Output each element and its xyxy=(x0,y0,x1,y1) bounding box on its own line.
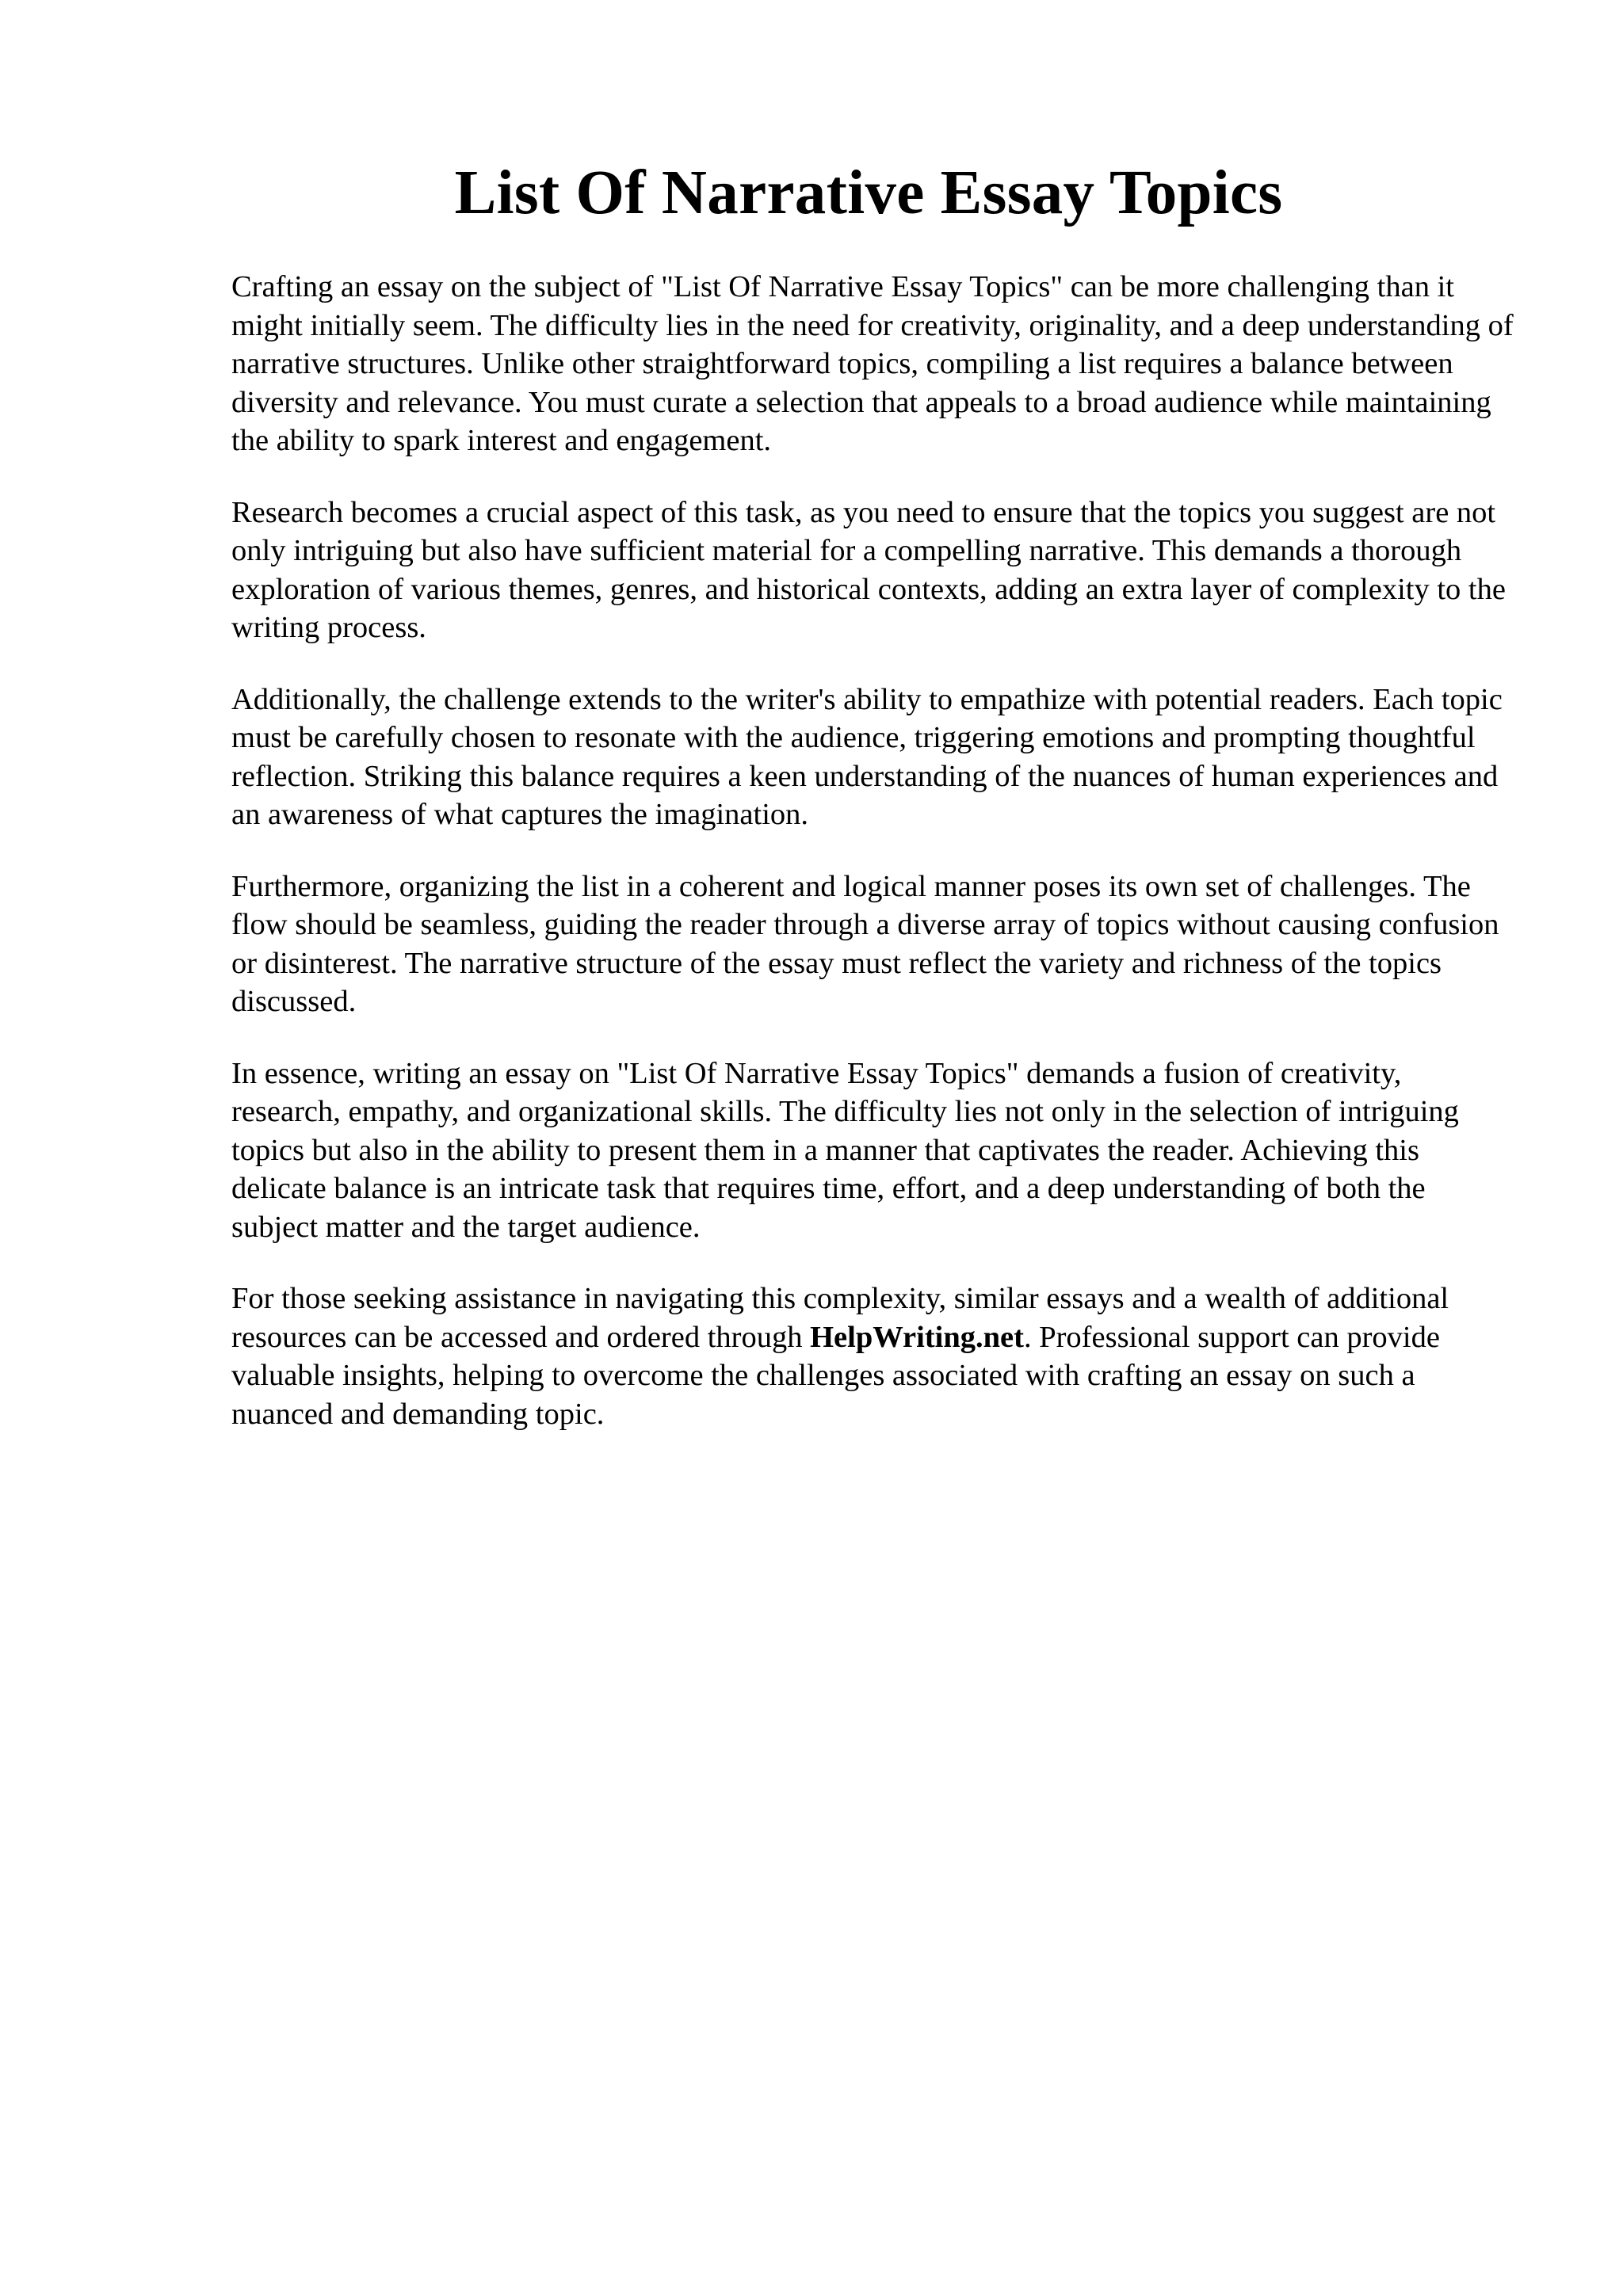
paragraph-6 xyxy=(231,1280,1515,1433)
paragraph-4: Furthermore, organizing the list in a coherent and logical manner poses its own set of challenges. The flow should be seamless, guiding the reader through a diverse array of topics without causing confusion or disinterest. The narrative structure of the essay must reflect the variety and richness of the topics discussed. xyxy=(231,869,1499,1018)
paragraph-6-text-after: . Professional support can provide valuable insights, helping to overcome the challenges associated with crafting an essay on such a nuanced and demanding topic. xyxy=(231,1320,1440,1431)
paragraph-3: Additionally, the challenge extends to the writer's ability to empathize with potential readers. Each topic must be carefully chosen to resonate with the audience, triggering emotions and prompting thoughtful reflection. Striking this balance requires a keen understanding of the nuances of human experiences and an awareness of what captures the imagination. xyxy=(231,682,1503,831)
paragraph-1: Crafting an essay on the subject of "List Of Narrative Essay Topics" can be more challenging than it might initially seem. The difficulty lies in the need for creativity, originality, and a deep understanding of narrative structures. Unlike other straightforward topics, compiling a list requires a balance between diversity and relevance. You must curate a selection that appeals to a broad audience while maintaining the ability to spark interest and engagement. xyxy=(231,270,1514,457)
paragraph-2: Research becomes a crucial aspect of this task, as you need to ensure that the topics you suggest are not only intriguing but also have sufficient material for a compelling narrative. This demands a thorough exploration of various themes, genres, and historical contexts, adding an extra layer of complexity to the writing process. xyxy=(231,495,1506,644)
helpwriting-link[interactable]: HelpWriting.net xyxy=(810,1320,1024,1354)
paragraph-6-text-before: For those seeking assistance in navigating this complexity, similar essays and a wealth of additional resources can be accessed and ordered through xyxy=(231,1282,1449,1354)
document-body xyxy=(231,268,1515,1466)
page-title: List Of Narrative Essay Topics xyxy=(454,158,1283,227)
paragraph-5: In essence, writing an essay on "List Of Narrative Essay Topics" demands a fusion of creativity, research, empathy, and organizational skills. The difficulty lies not only in the selection of intriguing topics but also in the ability to present them in a manner that captivates the reader. Achieving this delicate balance is an intricate task that requires time, effort, and a deep understanding of both the subject matter and the target audience. xyxy=(231,1056,1459,1244)
